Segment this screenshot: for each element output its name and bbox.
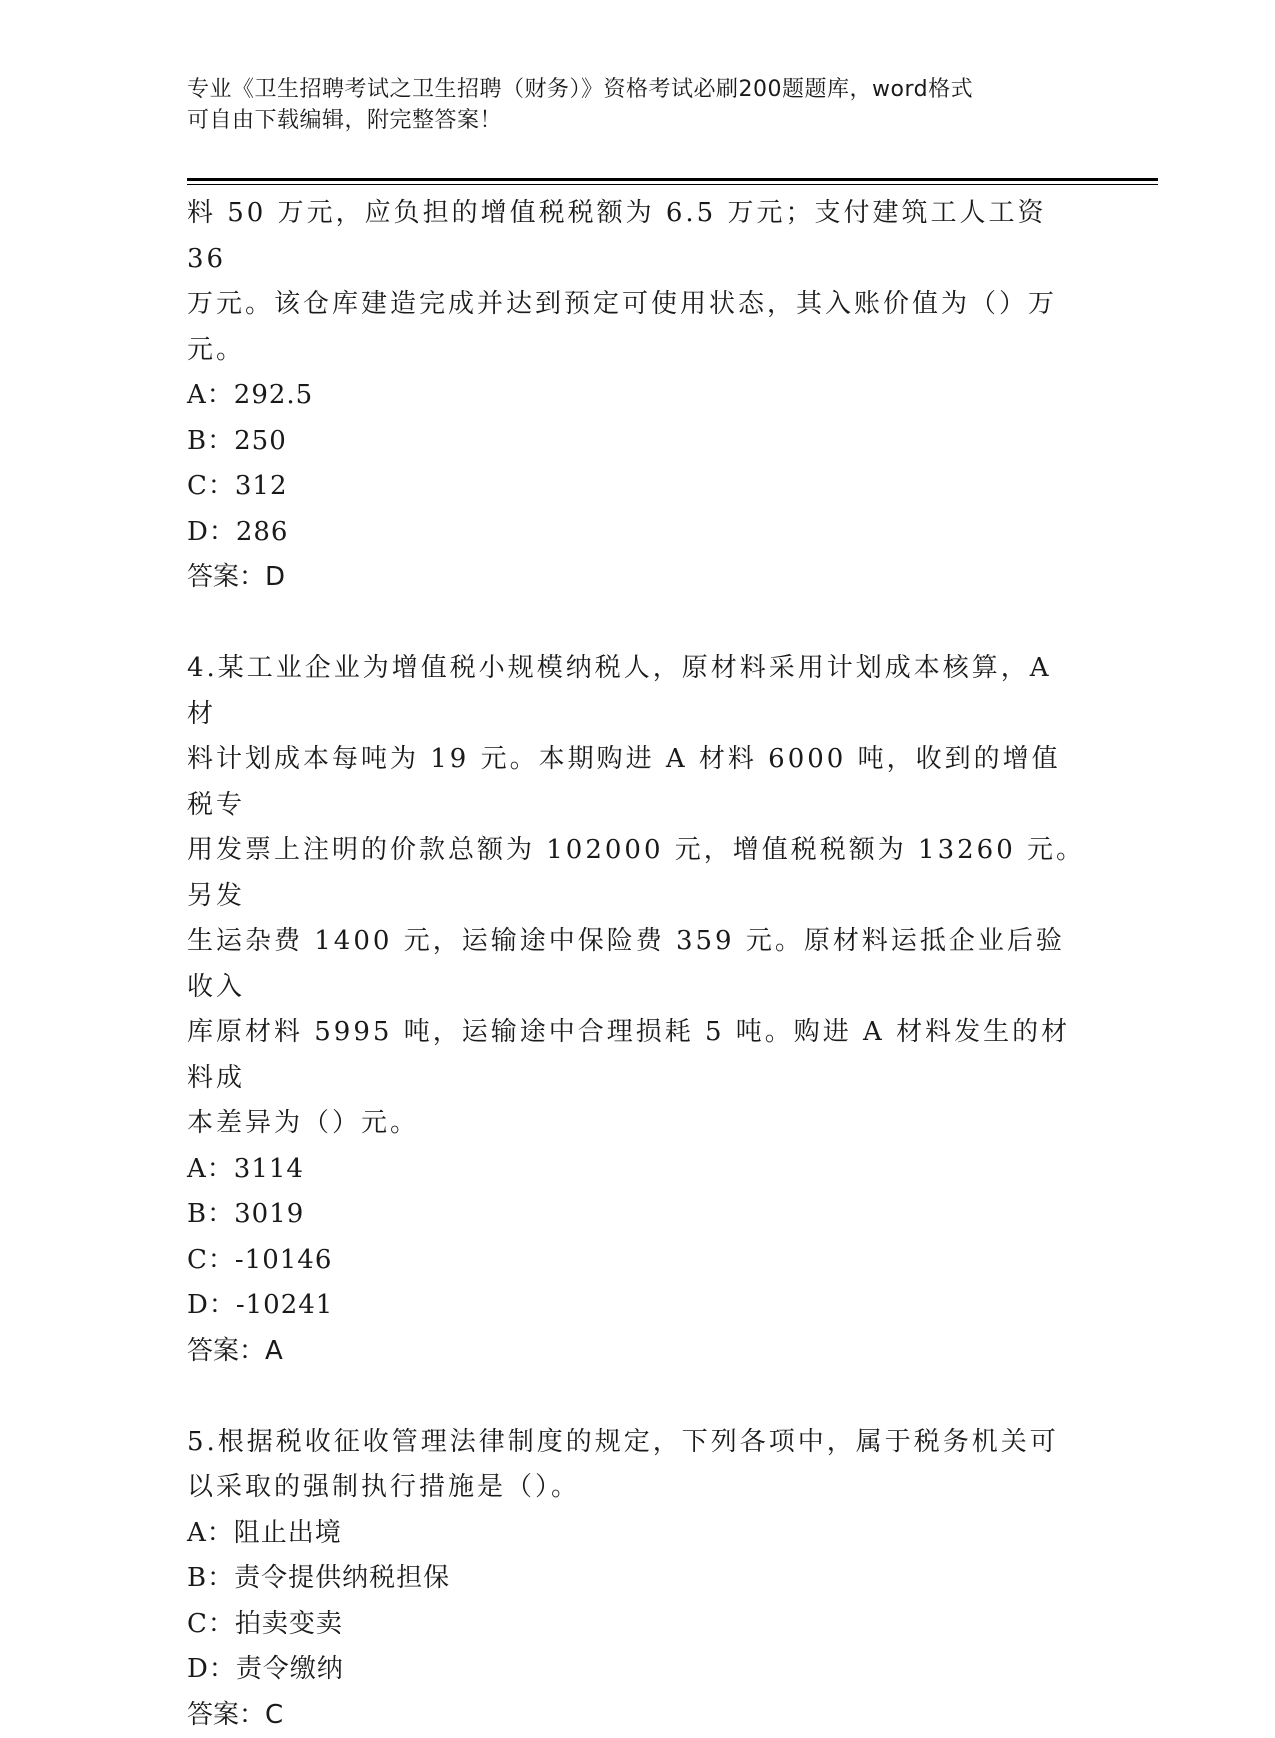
option-c: C：312	[187, 464, 1087, 510]
answer-line: 答案：D	[187, 555, 1087, 601]
option-a: A：阻止出境	[187, 1511, 1087, 1557]
question-text-line: 元。	[187, 328, 1087, 374]
option-d: D：286	[187, 510, 1087, 556]
option-c: C：拍卖变卖	[187, 1602, 1087, 1648]
option-b: B：250	[187, 419, 1087, 465]
question-text-line: 以采取的强制执行措施是（）。	[187, 1465, 1087, 1511]
header-rule-thin	[187, 184, 1158, 185]
question-5	[187, 1420, 1087, 1738]
question-text-line: 库原材料 5995 吨，运输途中合理损耗 5 吨。购进 A 材料发生的材料成	[187, 1010, 1087, 1101]
question-3	[187, 191, 1087, 601]
question-text-line: 料计划成本每吨为 19 元。本期购进 A 材料 6000 吨，收到的增值税专	[187, 737, 1087, 828]
question-text-line: 生运杂费 1400 元，运输途中保险费 359 元。原材料运抵企业后验收入	[187, 919, 1087, 1010]
header-line-2: 可自由下载编辑，附完整答案！	[187, 105, 1087, 136]
spacer	[187, 601, 1087, 647]
document-body	[187, 191, 1087, 1738]
option-b: B：3019	[187, 1192, 1087, 1238]
option-d: D：-10241	[187, 1283, 1087, 1329]
question-text-line: 5.根据税收征收管理法律制度的规定，下列各项中，属于税务机关可	[187, 1420, 1087, 1466]
answer-line: 答案：A	[187, 1329, 1087, 1375]
question-text-line: 万元。该仓库建造完成并达到预定可使用状态，其入账价值为（）万	[187, 282, 1087, 328]
question-text-line: 本差异为（）元。	[187, 1101, 1087, 1147]
question-text-line: 料 50 万元，应负担的增值税税额为 6.5 万元；支付建筑工人工资 36	[187, 191, 1087, 282]
question-text-line: 4.某工业企业为增值税小规模纳税人，原材料采用计划成本核算，A 材	[187, 646, 1087, 737]
document-header	[187, 74, 1087, 136]
option-c: C：-10146	[187, 1238, 1087, 1284]
answer-line: 答案：C	[187, 1693, 1087, 1738]
option-d: D：责令缴纳	[187, 1647, 1087, 1693]
header-line-1: 专业《卫生招聘考试之卫生招聘（财务）》资格考试必刷200题题库，word格式	[187, 74, 1087, 105]
spacer	[187, 1374, 1087, 1420]
option-a: A：292.5	[187, 373, 1087, 419]
question-text-line: 用发票上注明的价款总额为 102000 元，增值税税额为 13260 元。另发	[187, 828, 1087, 919]
option-b: B：责令提供纳税担保	[187, 1556, 1087, 1602]
option-a: A：3114	[187, 1147, 1087, 1193]
header-rule-thick	[187, 178, 1158, 181]
question-4	[187, 646, 1087, 1374]
